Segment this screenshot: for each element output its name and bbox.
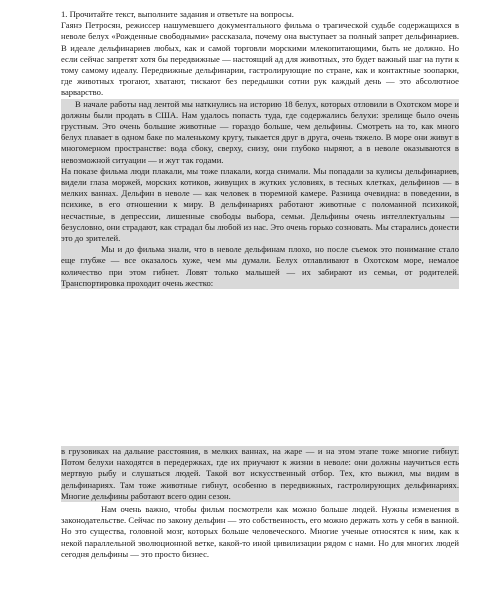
paragraph-4: Мы и до фильма знали, что в неволе дельфинам плохо, но после съемок это понимание стало еще глубже — все оказалось хуже, чем мы думали. Белух отлавливают в Охотском море, немалое количество при этом гибнет. Ловят только малышей — их забирают из семьи, от родителей. Транспортировка проходит очень жестко: [61, 244, 459, 288]
paragraph-1: Гаянэ Петросян, режиссер нашумевшего документального фильма о трагической судьбе содержащихся в неволе белух «Рожденные свободными» рассказала, почему она выступает за полный запрет дельфинариев. В идеале дельфинариев любых, как и самой торговли морскими млекопитающими, быть не должно. Но если сейчас запретят хотя бы передвижные — настоящий ад для животных, это будет важный шаг на пути к тому самому идеалу. Передвижные дельфинарии, гастролирующие по стране, как и контактные зоопарки, где животных трогают, хватают, тискают без передышки сотни рук каждый день — это абсолютное варварство. [61, 20, 459, 98]
document-page-2 [0, 440, 500, 611]
page-gap [0, 376, 500, 440]
task-heading: 1. Прочитайте текст, выполните задания и ответьте на вопросы. [61, 9, 294, 19]
paragraph-2: В начале работы над лентой мы наткнулись на историю 18 белух, которых отловили в Охотском море и должны были продать в США. Нам удалось попасть туда, где содержались белухи: зрелище было очень грустным. Это очень большие животные — гораздо больше, чем дельфины. Смотреть на то, как много белух плавает в одном баке по маленькому кругу, тыкается друг в друга, очень тяжело. В море они живут в многомерном пространстве: вода сбоку, сверху, снизу, они глубоко ныряют, а в неволе оказываются в невозможной ситуации — и жут так годами. [61, 98, 459, 165]
paragraph-3: На показе фильма люди плакали, мы тоже плакали, когда снимали. Мы попадали за кулисы дельфинариев, видели глаза моржей, морских котиков, живущих в жутких условиях, в тесных клетках, дельфинов — в мелких ваннах. Дельфин в неволе — как человек в тюремной камере. Разница очевидна: в поведении, в психике, в его отношении к миру. В дельфинариях работают животные с поломанной психикой, несчастные, в депрессии, лишенные свободы выбора, семьи. Дельфины очень интеллектуальны — безусловно, они страдают, как страдал бы любой из нас. Это очень горько созновать. Мы старались донести это до зрителей. [61, 165, 459, 244]
paragraph-5: в грузовиках на дальние расстояния, в мелких ваннах, на жаре — и на этом этапе тоже многие гибнут. Потом белухи находятся в передержках, где их приучают к жизни в неволе: они должны научиться есть мертвую рыбу и слушаться людей. Такой вот искусственный отбор. Тех, кто выжил, мы видим в дельфинариях. Там тоже животные гибнут, особенно в передвижных, гастролирующих дельфинариях. Многие дельфины работают всего один сезон. [61, 446, 459, 501]
page-2-text-column [61, 446, 459, 560]
paragraph-6: Нам очень важно, чтобы фильм посмотрели как можно больше людей. Нужны изменения в законодательстве. Сейчас по закону дельфин — это собственность, его можно держать хоть у себя в ванной. Но это существа, головной мозг, которых больше человеческого. Многие ученые относятся к ним, как к некой параллельной эволюционной ветке, какой-то иной цивилизации рядом с нами. Но для многих людей сегодня дельфины — это просто бизнес. [61, 504, 459, 559]
page-1-text-column [61, 9, 459, 289]
